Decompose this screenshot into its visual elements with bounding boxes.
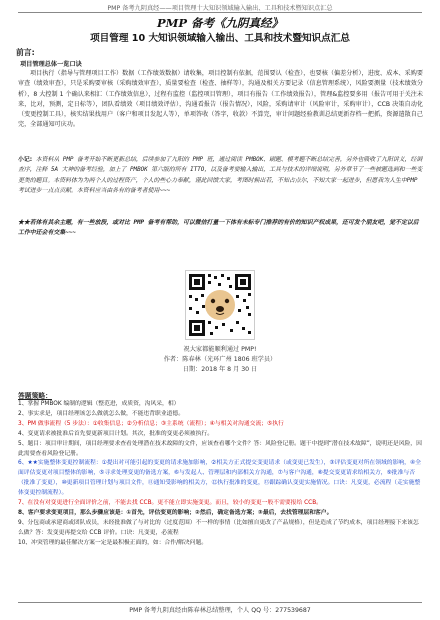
notes-text: 本资料从 PMP 备考开始不断更新总结，后续参加了九阳的 PMP 班，通过阅读 PMBOK、刷题、模考题不断总结完善，另外也吸收了九阳讲义，经调查序，注释 5A 大神的备考经验，加上了 PMBOK 第六版的所有 ITTO，以及备考要输入输出，工具与技术的详细说明，另外章节了一些被题选到和一些变更类的题目。本资料体为为两个人的过程资产，个人的些心力奉献，谨此回馈大家，考图时候出若，不知占点尔，不知大家一起进步，但愿我为人生中PMP考试进步一点点贡献。本资料应当由各有的备考者使用~~~: [18, 157, 423, 195]
notes-paragraph: [18, 155, 423, 197]
list-item: 3、PM 做事流程（5 步法）：①收集信息；②分析信息；③主系统（流程）；④与相关对沟通交流；⑤执行: [18, 420, 284, 427]
header-divider: [18, 12, 422, 13]
answer-strategy-heading: 答题策略：: [18, 392, 52, 400]
overview-paragraph: 项目执行（指导与管理项目工作）数据（工作绩效数据）请收集，项目控制有依据，范围要认（检查），也要核（偏差分析），进度、成本、采购要审查（绩效审查），只是采购要审核（采购绩效审查），质量要检查（检查、抽样等），沟通及相关方要记录（信息管理系统），风险要测量（技术绩效分析），8 大控制 1 个确认来相汇（工作绩效信息），过程有监控（监控项目管理），项目有报告（工作绩效报告），管理&监控要多用（报告可用于关注未来，比对，预测，定日标等），团队看绩效（项目绩效评估），沟通看报告（报告情况），风险，采购请审计（风险审计，采购审计），CCB 决策自动化（变更控制工具），核实结果找用户（客户和项目发起人等），单项答收（答字，收款）不算完，审计问题经验教训总结更新存档一把抓，资源遣散自己完，全部通知可庆功。: [18, 70, 423, 129]
overview-heading: 项目管理总体一览口诀: [20, 61, 82, 68]
qr-caption-wish: 祝大家都能顺利通过 PMP!: [183, 346, 257, 353]
qr-caption-date: 日期：2018 年 8 月 30 日: [182, 366, 258, 373]
list-item: 5、题目：项目审计期间，项目经理要求查看处理潜在技术故障的文件，应该查看哪个文件？答：风险登记册。题干中提到“潜在技术故障”，说明还是风险，因此需要查看风险登记册。: [18, 440, 422, 457]
notes-paragraph-2: ★★若体有其余主题，有一些放段，或对比 PMP 备考有帮助，可以微信打量一下体有未标专门推荐的有价的知识产权成果，还可发个朋友吧，觉不定以后工作中还会有交集~~~: [18, 220, 419, 237]
running-footer: PMP 备考九阴真经由陈春林总结整理，个人 QQ 号：277539687: [129, 607, 311, 614]
answer-strategy-list: [18, 400, 423, 549]
list-item: 6、★★实施整体变更控制流程：①提出对可能引起的变更的请求施加影响，②相关方正式提交变更请求（或变更已发生），③评估变更对所在领域的影响，④全面评估变更对项目整体的影响，⑤寻求处理变更的备选方案，⑥与发起人、管理层和内部相关方沟通，⑦与客户沟通，⑧提交变更请求给相关方，⑨批准与否（批准了变更），⑩更新项目管理计划与项目文件，⑪通知受影响的相关方，⑫执行批准的变更，⑬跟踪确认变更实施情况。口诀：凡变更，必流程（走实施整体变更控制流程）。: [18, 460, 421, 497]
running-header: PMP 备考九阴真经——项目管理十大知识领域输入输出、工具和技术暨知识点汇总: [107, 5, 333, 12]
preface-heading: 前言:: [16, 48, 35, 57]
list-item: 8、客户要求变更项目，那么步骤应该是：①首先，评估变更的影响；②然后，确定备选方案；③最后，去找管理层和客户。: [18, 509, 333, 516]
list-item: 7、在没有对变更进行全面评价之前，不能去找 CCB。更不能立即实施变更。而且，较小的变更一般不需要报给 CCB。: [18, 500, 322, 507]
list-item: 4、变更请求被批准后首先要更新项目计划。其次，批准的变更必须被执行。: [18, 430, 213, 437]
notes-lead: 小记:: [18, 157, 33, 163]
list-item: 10、冲突管理的最佳解决方案一定是最积极正面的，如：合作/解决问题。: [18, 539, 208, 546]
list-item: 1、掌握 PMBOK 编制的逻辑（整范进，成质资，沟风采，相）: [18, 401, 180, 407]
footer-divider: [18, 602, 422, 603]
list-item: 9、分包商或承建商或团队成员，未经批准做了与对比的（过度范围）不一样的事情（比如擅自更改了产品规格），但是造成了节约成本，项目经理接下来该怎么做？答：发变更再提交给 CCB 评价。口诀：凡变更，必流程: [18, 519, 419, 536]
list-item: 2、事实求是，项目经理该怎么做就怎么做，不能违背职业道德。: [18, 410, 185, 417]
qr-code-image: [185, 270, 255, 340]
qr-caption-author: 作者：陈春林（光环广州 1806 班学员）: [163, 356, 277, 363]
document-title: PMP 备考《九阴真经》: [156, 16, 284, 30]
qr-code-icon: [186, 271, 254, 339]
document-subtitle: 项目管理 10 大知识领域输入输出、工具和技术暨知识点汇总: [90, 33, 350, 44]
